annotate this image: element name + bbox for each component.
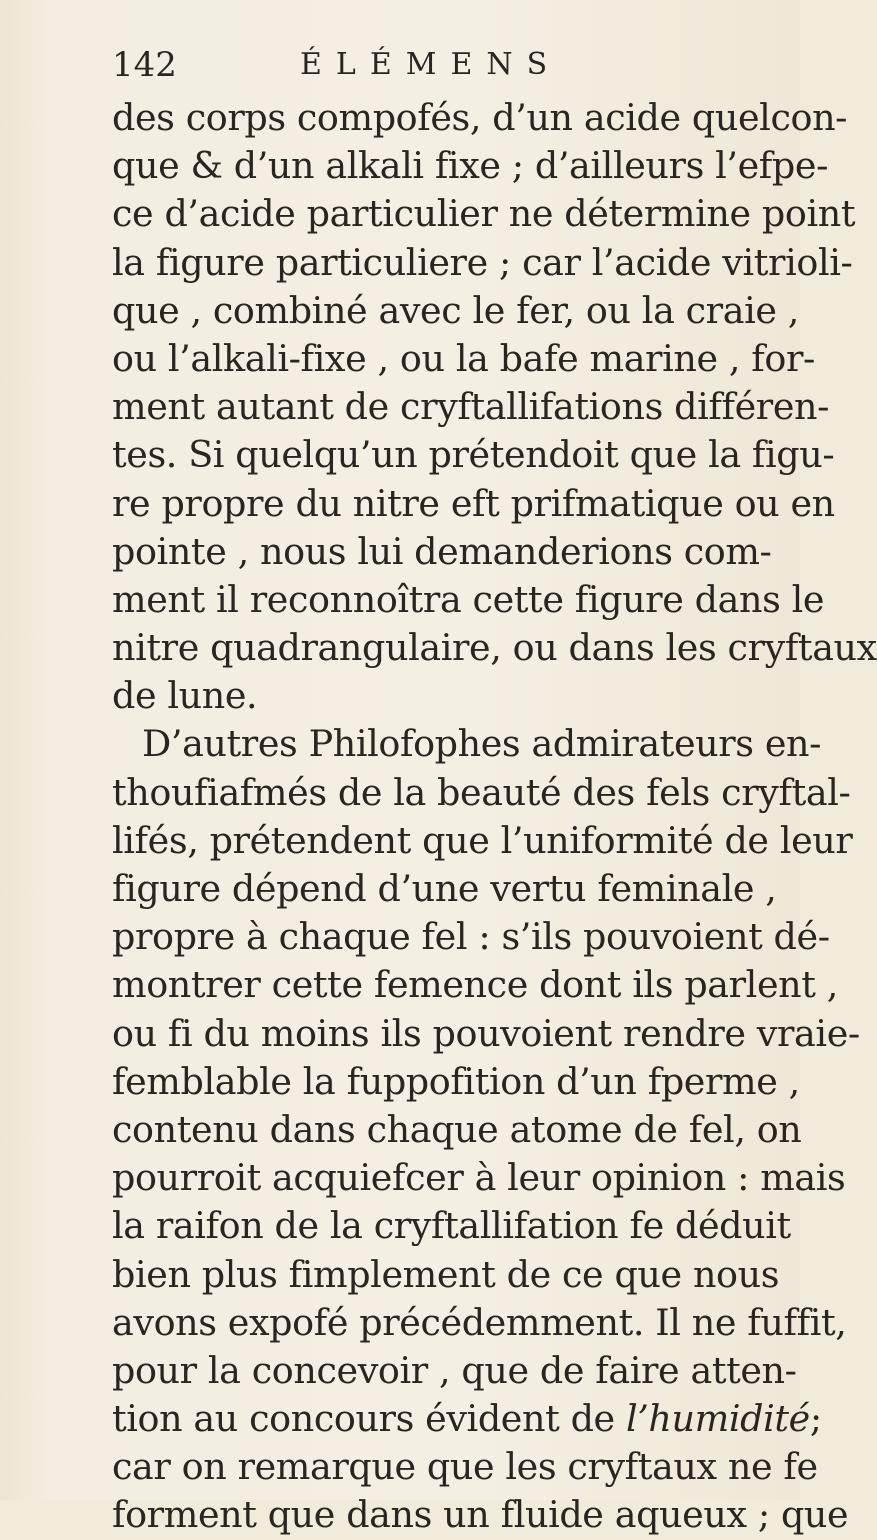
- text-line: ment autant de cryftallifations différen-: [112, 385, 830, 429]
- text-line: avons expofé précédemment. Il ne fuffit,: [112, 1300, 847, 1344]
- text-line: montrer cette femence dont ils parlent ,: [112, 963, 838, 1007]
- text-line: ment il reconnoîtra cette figure dans le: [112, 577, 825, 621]
- text-line: pourroit acquiefcer à leur opinion : mais: [112, 1156, 846, 1200]
- text-line: de lune.: [112, 674, 258, 718]
- text-line: propre à chaque fel : s’ils pouvoient dé-: [112, 915, 830, 959]
- text-line: la raifon de la cryftallifation fe déduit: [112, 1204, 791, 1248]
- text-line: des corps compofés, d’un acide quelcon-: [112, 96, 848, 139]
- italic-term: l’humidité: [625, 1397, 810, 1441]
- text-line: pointe , nous lui demanderions com-: [112, 529, 772, 573]
- text-line-with-italic: [112, 1395, 822, 1443]
- page-number: 142: [112, 45, 177, 85]
- text-line: la figure particuliere ; car l’acide vitrioli-: [112, 240, 853, 284]
- text-line: re propre du nitre eft prifmatique ou en: [112, 481, 835, 525]
- text-line: ou l’alkali-fixe , ou la bafe marine , for-: [112, 336, 815, 380]
- body-text: [112, 94, 877, 1540]
- text-segment: ;: [809, 1397, 822, 1441]
- text-line: tes. Si quelqu’un prétendoit que la figu-: [112, 433, 835, 477]
- running-title: ÉLÉMENS: [300, 47, 562, 82]
- text-line: lifés, prétendent que l’uniformité de leur: [112, 818, 853, 862]
- text-line: que , combiné avec le fer, ou la craie ,: [112, 288, 799, 332]
- text-line: figure dépend d’une vertu feminale ,: [112, 867, 777, 910]
- text-line: forment que dans un fluide aqueux ; que: [112, 1493, 849, 1537]
- text-line: ce d’acide particulier ne détermine point: [112, 192, 856, 236]
- text-line: que & d’un alkali fixe ; d’ailleurs l’efpe-: [112, 144, 829, 188]
- text-line: contenu dans chaque atome de fel, on: [112, 1107, 802, 1151]
- text-line: thoufiafmés de la beauté des fels cryftal-: [112, 770, 851, 814]
- text-line: ou fi du moins ils pouvoient rendre vraie-: [112, 1011, 860, 1055]
- text-line: femblable la fuppofition d’un fperme ,: [112, 1059, 800, 1103]
- text-line: car on remarque que les cryftaux ne fe: [112, 1445, 818, 1489]
- text-segment: tion au concours évident de: [112, 1397, 615, 1441]
- text-line: bien plus fimplement de ce que nous: [112, 1252, 780, 1296]
- page-header: [112, 40, 692, 90]
- paragraph-start-line: D’autres Philofophes admirateurs en-: [142, 722, 822, 766]
- text-line: pour la concevoir , que de faire atten-: [112, 1348, 797, 1392]
- text-line: nitre quadrangulaire, ou dans les cryftaux: [112, 626, 877, 670]
